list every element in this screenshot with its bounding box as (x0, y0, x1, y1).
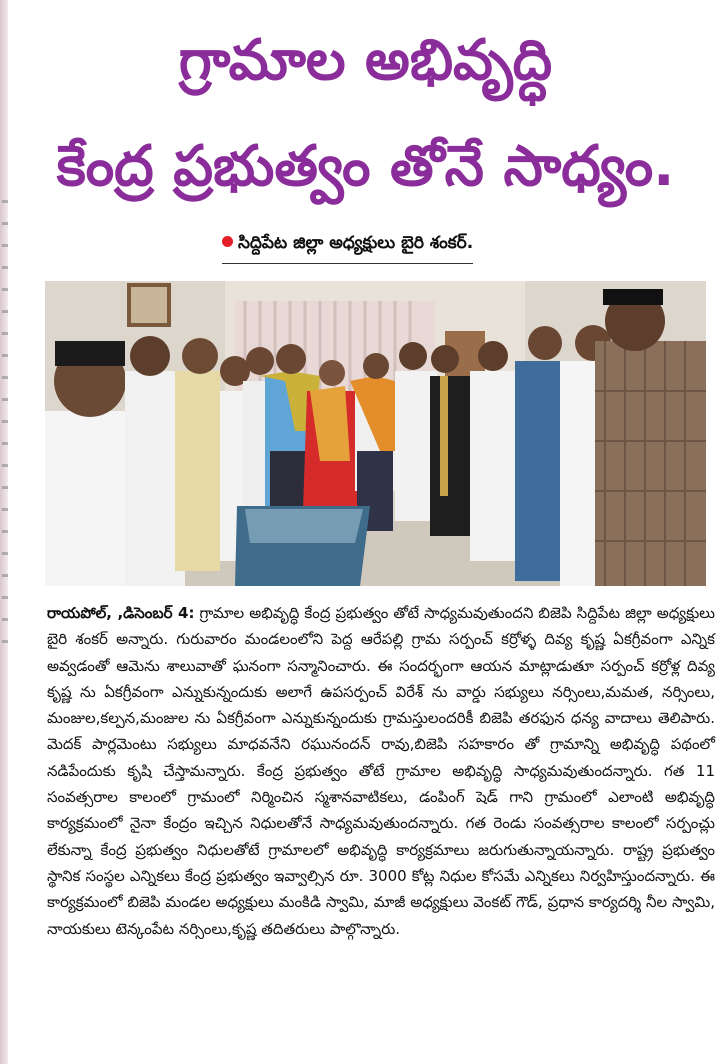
page-edge-marks (2, 200, 8, 660)
article-text: గ్రామాల అభివృద్ధి కేంద్ర ప్రభుత్వం తోటే సాధ్యమవుతుందని బిజెపి సిద్దిపేట జిల్లా అధ్యక్షులు బైరి శంకర్ అన్నారు. గురువారం మండలంలోని పెద్ద ఆరేపల్లి గ్రామ సర్పంచ్ కర్రోళ్ళ దివ్య కృష్ణ ఏకగ్రీవంగా ఎన్నిక అవ్వడంతో ఆమెను శాలువాతో ఘనంగా సన్మానించారు. ఈ సందర్భంగా ఆయన మాట్లాడుతూ సర్పంచ్ కర్రోళ్ల దివ్య కృష్ణ ను ఏకగ్రీవంగా ఎన్నుకున్నందుకు అలాగే ఉపసర్పంచ్ విరేశ్ ను వార్డు సభ్యులు నర్సింలు,మమత, నర్సింలు, మంజుల,కల్పన,మంజుల ను ఏకగ్రీవంగా ఎన్నుకున్నందుకు గ్రామస్తులందరికీ బిజెపి తరఫున ధన్య వాదాలు తెలిపారు. మెదక్ పార్లమెంటు సభ్యులు మాధవనేని రఘునందన్ రావు,బిజెపి సహకారం తో గ్రామాన్ని అభివృద్ధి పథంలో నడిపేందుకు కృషి చేస్తామన్నారు. కేంద్ర ప్రభుత్వం తోటే గ్రామాల అభివృద్ధి సాధ్యమవుతుందన్నారు. గత 11 సంవత్సరాల కాలంలో గ్రామంలో నిర్మించిన స్మశానవాటికలు, డంపింగ్ షెడ్ గాని గ్రామంలో ఎలాంటి అభివృద్ధి కార్యక్రమంలో నైనా కేంద్రం ఇచ్చిన నిధులతోనే సాధ్యమవుతుందన్నారు. గత రెండు సంవత్సరాల కాలంలో సర్పంచ్లు లేకున్నా కేంద్ర ప్రభుత్వం నిధులతోటే గ్రామాలలో అభివృద్ధి కార్యక్రమాలు జరుగుతున్నాయన్నారు. రాష్ట్ర ప్రభుత్వం స్థానిక సంస్థల ఎన్నికలు కేంద్ర ప్రభుత్వం ఇవ్వాల్సిన రూ. 3000 కోట్ల నిధుల కోసమే ఎన్నికలు నిర్వహిస్తుందన్నారు. ఈ కార్యక్రమంలో బిజెపి మండల అధ్యక్షులు మంకిడి స్వామి, మాజీ అధ్యక్షులు వెంకట్ గౌడ్, ప్రధాన కార్యదర్శి నీల స్వామి, నాయకులు టెన్కంపేట నర్సింలు,కృష్ణ తదితరులు పాల్గొన్నారు. (47, 604, 715, 938)
headline-line-1: గ్రామాల అభివృద్ధి (178, 28, 553, 93)
subheadline-text: సిద్దిపేట జిల్లా అధ్యక్షులు బైరి శంకర్. (238, 233, 474, 253)
news-photo (45, 281, 706, 586)
article-body (47, 600, 715, 942)
subheadline (222, 233, 473, 264)
headline-line-2: కేంద్ర ప్రభుత్వం తోనే సాధ్యం. (56, 134, 675, 199)
article-dateline: రాయపోల్, ,డిసెంబర్ 4: (47, 604, 195, 622)
red-bullet-icon (222, 236, 233, 247)
